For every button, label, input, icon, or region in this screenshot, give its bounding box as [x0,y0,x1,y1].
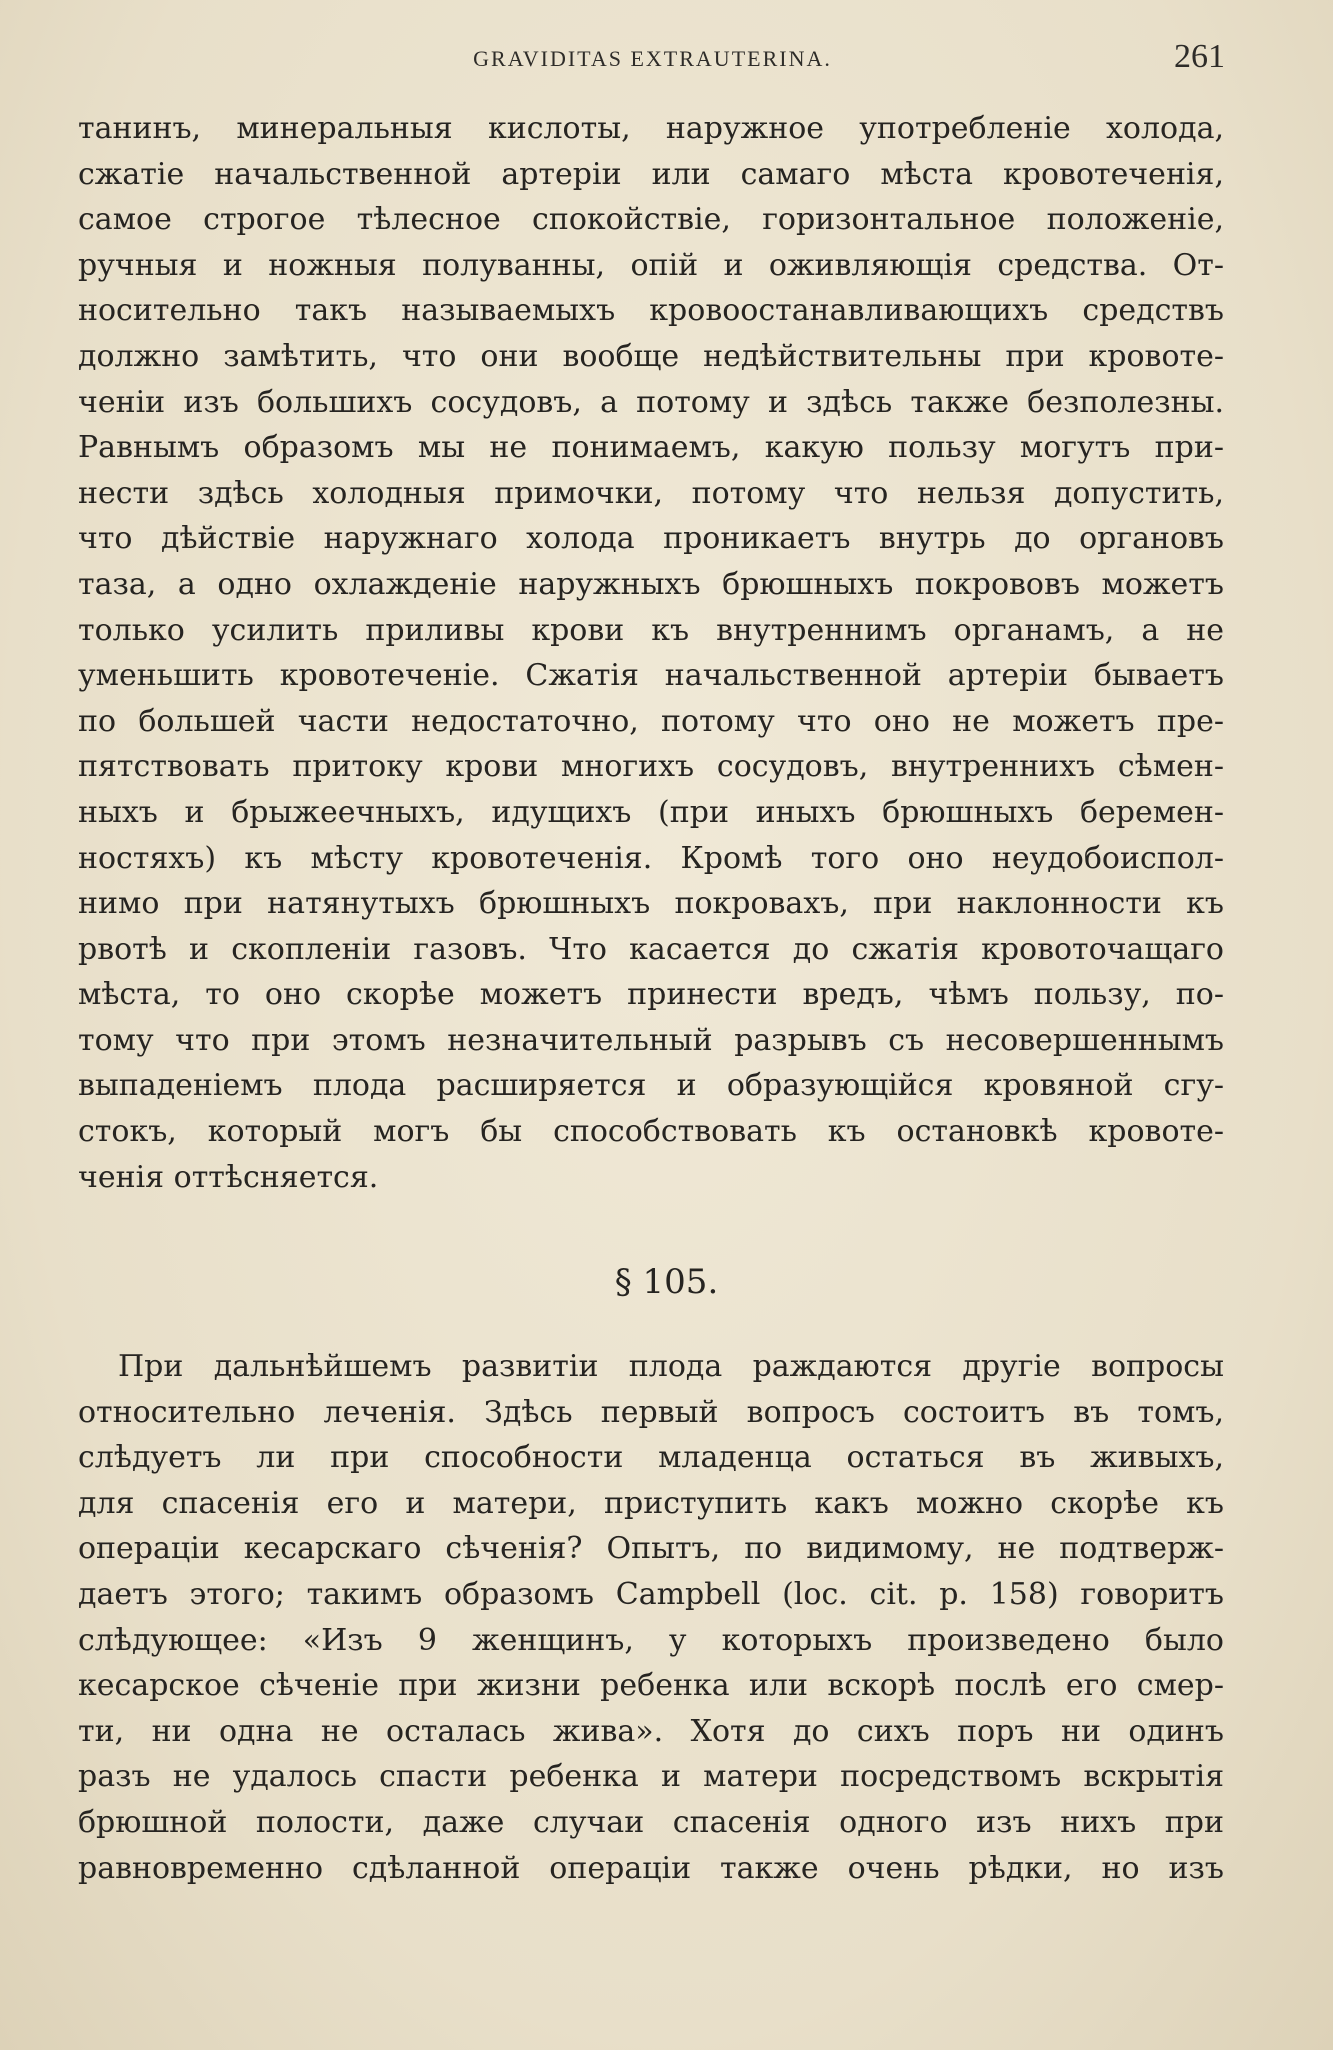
text-line: сжатіе начальственной артеріи или самаго мѣста кровотеченія, [78,156,1224,192]
text-line: слѣдуетъ ли при способности младенца остаться въ живыхъ, [78,1440,1224,1476]
text-line: При дальнѣйшемъ развитіи плода раждаются другіе вопросы [118,1349,1224,1384]
text-line: Равнымъ образомъ мы не понимаемъ, какую пользу могутъ при- [78,430,1224,466]
text-line: пятствовать притоку крови многихъ сосудовъ, внутреннихъ сѣмен- [78,749,1224,785]
text-line: уменьшить кровотеченіе. Сжатія начальственной артеріи бываетъ [78,658,1224,694]
paragraph-continuation [78,106,1224,1200]
text-line: стокъ, который могъ бы способствовать къ остановкѣ кровоте- [78,1114,1224,1150]
text-line: ти, ни одна не осталась жива». Хотя до сихъ поръ ни одинъ [78,1713,1224,1749]
text-line: должно замѣтить, что они вообще недѣйствительны при кровоте- [78,338,1224,374]
text-line: тому что при этомъ незначительный разрывъ съ несовершеннымъ [78,1022,1224,1058]
text-line: кесарское сѣченіе при жизни ребенка или вскорѣ послѣ его смер- [78,1668,1224,1704]
text-line: относительно леченія. Здѣсь первый вопросъ состоитъ въ томъ, [78,1394,1224,1430]
text-line: рвотѣ и скопленіи газовъ. Что касается до сжатія кровоточащаго [78,931,1224,967]
text-line: танинъ, минеральныя кислоты, наружное употребленіе холода, [78,111,1224,146]
text-line: ручныя и ножныя полуванны, опій и оживляющія средства. От- [78,247,1224,283]
text-line: нимо при натянутыхъ брюшныхъ покровахъ, при наклонности къ [78,886,1224,922]
text-line: ностяхъ) къ мѣсту кровотеченія. Кромѣ того оно неудобоиспол- [78,840,1224,876]
text-line: брюшной полости, даже случаи спасенія одного изъ нихъ при [78,1804,1224,1840]
running-head: GRAVIDITAS EXTRAUTERINA. [473,46,832,71]
text-line: слѣдующее: «Изъ 9 женщинъ, у которыхъ произведено было [78,1622,1224,1658]
text-line: нести здѣсь холодныя примочки, потому что нельзя допустить, [78,475,1224,511]
text-line: даетъ этого; такимъ образомъ Campbell (loc. cit. p. 158) говоритъ [78,1576,1224,1612]
text-line: разъ не удалось спасти ребенка и матери посредствомъ вскрытія [78,1759,1224,1795]
text-line: ченія оттѣсняется. [78,1159,379,1195]
text-line: выпаденіемъ плода расширяется и образующійся кровяной сгу- [78,1068,1224,1104]
paragraph-section-105 [78,1344,1224,1891]
section-heading: § 105. [614,1262,719,1302]
text-line: для спасенія его и матери, приступить какъ можно скорѣе къ [78,1485,1224,1521]
text-line: что дѣйствіе наружнаго холода проникаетъ внутрь до органовъ [78,521,1224,557]
text-line: самое строгое тѣлесное спокойствіе, горизонтальное положеніе, [78,202,1224,238]
text-line: мѣста, то оно скорѣе можетъ принести вредъ, чѣмъ пользу, по- [78,977,1224,1013]
text-line: по большей части недостаточно, потому что оно не можетъ пре- [78,703,1224,739]
text-line: только усилить приливы крови къ внутреннимъ органамъ, а не [78,612,1224,648]
page-number: 261 [1174,38,1225,75]
page-header [80,38,1225,78]
text-line: равновременно сдѣланной операціи также очень рѣдки, но изъ [78,1850,1224,1886]
text-line: ныхъ и брыжеечныхъ, идущихъ (при иныхъ брюшныхъ беремен- [78,794,1224,830]
text-line: таза, а одно охлажденіе наружныхъ брюшныхъ покрововъ можетъ [78,566,1224,602]
text-line: ченіи изъ большихъ сосудовъ, а потому и здѣсь также безполезны. [78,384,1224,420]
text-line: операціи кесарскаго сѣченія? Опытъ, по видимому, не подтверж- [78,1531,1224,1567]
text-line: носительно такъ называемыхъ кровоостанавливающихъ средствъ [78,293,1224,329]
